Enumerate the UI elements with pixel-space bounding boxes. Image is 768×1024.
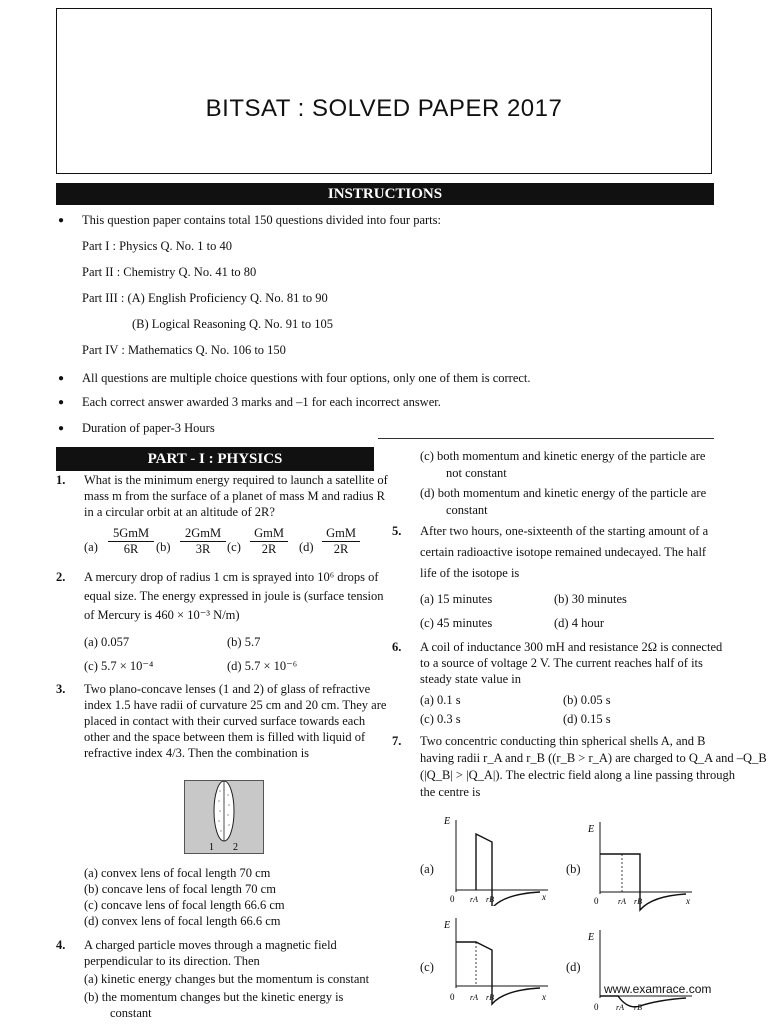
- question-text: placed in contact with their curved surface towards each: [84, 714, 366, 728]
- option-b-cont: constant: [110, 1006, 152, 1020]
- option-d: (d) convex lens of focal length 66.6 cm: [84, 914, 281, 928]
- fraction: 2GmM 3R: [180, 526, 226, 557]
- question-text: Two plano-concave lenses (1 and 2) of glass of refractive: [84, 682, 371, 696]
- bullet-icon: ●: [58, 373, 65, 384]
- option-b: (b) 30 minutes: [554, 592, 627, 606]
- axis-label-rb: rB: [634, 897, 642, 906]
- instruction-part1: Part I : Physics Q. No. 1 to 40: [82, 239, 232, 253]
- axis-label-origin: 0: [450, 894, 455, 904]
- fraction: 5GmM 6R: [108, 526, 154, 557]
- axis-label-e: E: [588, 824, 595, 835]
- question-text: (|Q_B| > |Q_A|). The electric field along a line passing through: [420, 768, 736, 782]
- question-text: After two hours, one-sixteenth of the starting amount of a: [420, 524, 709, 538]
- fraction: GmM 2R: [322, 526, 360, 557]
- question-number: 1.: [56, 473, 66, 487]
- axis-label-rb: rB: [634, 1003, 642, 1012]
- axis-label-e: E: [444, 816, 451, 827]
- question-text: certain radioactive isotope remained undecayed. The half: [420, 545, 707, 559]
- option-b: (b) concave lens of focal length 70 cm: [84, 882, 276, 896]
- question-text: of Mercury is 460 × 10⁻³ N/m): [84, 608, 240, 622]
- fraction: GmM 2R: [250, 526, 288, 557]
- axis-label-origin: 0: [594, 896, 599, 906]
- lens-label-1: 1: [209, 842, 214, 853]
- axis-label-x: x: [542, 892, 546, 902]
- question-number: 3.: [56, 682, 66, 696]
- instruction-part3b: (B) Logical Reasoning Q. No. 91 to 105: [132, 317, 334, 331]
- question-text: mass m from the surface of a planet of mass M and radius R: [84, 489, 385, 503]
- question-text: index 1.5 have radii of curvature 25 cm and 20 cm. They are: [84, 698, 387, 712]
- page-title: BITSAT : SOLVED PAPER 2017: [205, 95, 563, 122]
- axis-label-ra: rA: [618, 897, 626, 906]
- axis-label-origin: 0: [450, 992, 455, 1002]
- question-text: other and the space between them is filled with liquid of: [84, 730, 366, 744]
- bullet-icon: ●: [58, 397, 65, 408]
- option-c: (c) both momentum and kinetic energy of the particle are: [420, 449, 706, 463]
- option-b: (b) 0.05 s: [563, 693, 611, 707]
- option-d-cont: constant: [446, 503, 488, 517]
- footer-url: www.examrace.com: [604, 982, 712, 996]
- option-a: (a) kinetic energy changes but the momentum is constant: [84, 972, 370, 986]
- axis-label-ra: rA: [470, 993, 478, 1002]
- option-c: (c) 0.3 s: [420, 712, 461, 726]
- axis-label-rb: rB: [486, 895, 494, 904]
- option-d: (d) 5.7 × 10⁻⁶: [227, 659, 298, 673]
- question-text: perpendicular to its direction. Then: [84, 954, 260, 968]
- question-number: 7.: [392, 734, 402, 748]
- axis-label-rb: rB: [486, 993, 494, 1002]
- option-d: (d) both momentum and kinetic energy of the particle are: [420, 486, 707, 500]
- axis-label-e: E: [444, 920, 451, 931]
- graph-a: [444, 812, 554, 906]
- question-text: A charged particle moves through a magnetic field: [84, 938, 337, 952]
- option-a: (a) convex lens of focal length 70 cm: [84, 866, 271, 880]
- graph-b: [588, 818, 698, 912]
- axis-label-x: x: [686, 896, 690, 906]
- question-text: refractive index 4/3. Then the combination is: [84, 746, 310, 760]
- question-text: having radii r_A and r_B ((r_B > r_A) are charged to Q_A and –Q_B: [420, 751, 767, 765]
- question-text: Two concentric conducting thin spherical shells A, and B: [420, 734, 706, 748]
- axis-label-ra: rA: [616, 1003, 624, 1012]
- axis-label-ra: rA: [470, 895, 478, 904]
- instruction-part4: Part IV : Mathematics Q. No. 106 to 150: [82, 343, 286, 357]
- bullet-icon: ●: [58, 215, 65, 226]
- option-d: (d) 0.15 s: [563, 712, 611, 726]
- option-label: (d): [299, 540, 314, 554]
- option-c-cont: not constant: [446, 466, 507, 480]
- option-b: (b) the momentum changes but the kinetic energy is: [84, 990, 344, 1004]
- question-text: in a circular orbit at an altitude of 2R?: [84, 505, 275, 519]
- question-text: the centre is: [420, 785, 481, 799]
- option-label: (a): [84, 540, 98, 554]
- bullet-icon: ●: [58, 423, 65, 434]
- instruction-part2: Part II : Chemistry Q. No. 41 to 80: [82, 265, 257, 279]
- question-number: 5.: [392, 524, 402, 538]
- instruction-bullet4: Duration of paper-3 Hours: [82, 421, 215, 435]
- question-text: to a source of voltage 2 V. The current reaches half of its: [420, 656, 703, 670]
- instruction-bullet2: All questions are multiple choice questions with four options, only one of them is correct.: [82, 371, 531, 385]
- lens-diagram: [184, 780, 264, 854]
- option-a: (a) 0.1 s: [420, 693, 461, 707]
- option-c: (c) 5.7 × 10⁻⁴: [84, 659, 154, 673]
- part-heading: PART - I : PHYSICS: [56, 447, 374, 471]
- title-box: [56, 8, 712, 174]
- option-c: (c) 45 minutes: [420, 616, 493, 630]
- option-c: (c): [420, 960, 434, 974]
- axis-label-origin: 0: [594, 1002, 599, 1012]
- instruction-part3a: Part III : (A) English Proficiency Q. No. 81 to 90: [82, 291, 328, 305]
- question-number: 4.: [56, 938, 66, 952]
- option-label: (b): [156, 540, 171, 554]
- graph-d: [588, 926, 698, 1016]
- question-text: A coil of inductance 300 mH and resistance 2Ω is connected: [420, 640, 723, 654]
- option-a: (a) 15 minutes: [420, 592, 493, 606]
- axis-label-x: x: [542, 992, 546, 1002]
- column-divider: [378, 438, 714, 439]
- option-b: (b): [566, 862, 581, 876]
- option-b: (b) 5.7: [227, 635, 261, 649]
- instruction-line: This question paper contains total 150 questions divided into four parts:: [82, 213, 441, 227]
- question-text: steady state value in: [420, 672, 522, 686]
- question-number: 2.: [56, 570, 66, 584]
- question-text: What is the minimum energy required to launch a satellite of: [84, 473, 388, 487]
- question-text: equal size. The energy expressed in joule is (surface tension: [84, 589, 384, 603]
- question-text: A mercury drop of radius 1 cm is sprayed into 10⁶ drops of: [84, 570, 379, 584]
- option-a: (a): [420, 862, 434, 876]
- option-a: (a) 0.057: [84, 635, 130, 649]
- instructions-heading: INSTRUCTIONS: [56, 183, 714, 205]
- question-number: 6.: [392, 640, 402, 654]
- lens-label-2: 2: [233, 842, 238, 853]
- question-text: life of the isotope is: [420, 566, 520, 580]
- option-d: (d): [566, 960, 581, 974]
- option-c: (c) concave lens of focal length 66.6 cm: [84, 898, 285, 912]
- option-label: (c): [227, 540, 241, 554]
- graph-c: [444, 914, 554, 1008]
- option-d: (d) 4 hour: [554, 616, 604, 630]
- axis-label-e: E: [588, 932, 595, 943]
- instruction-bullet3: Each correct answer awarded 3 marks and –1 for each incorrect answer.: [82, 395, 441, 409]
